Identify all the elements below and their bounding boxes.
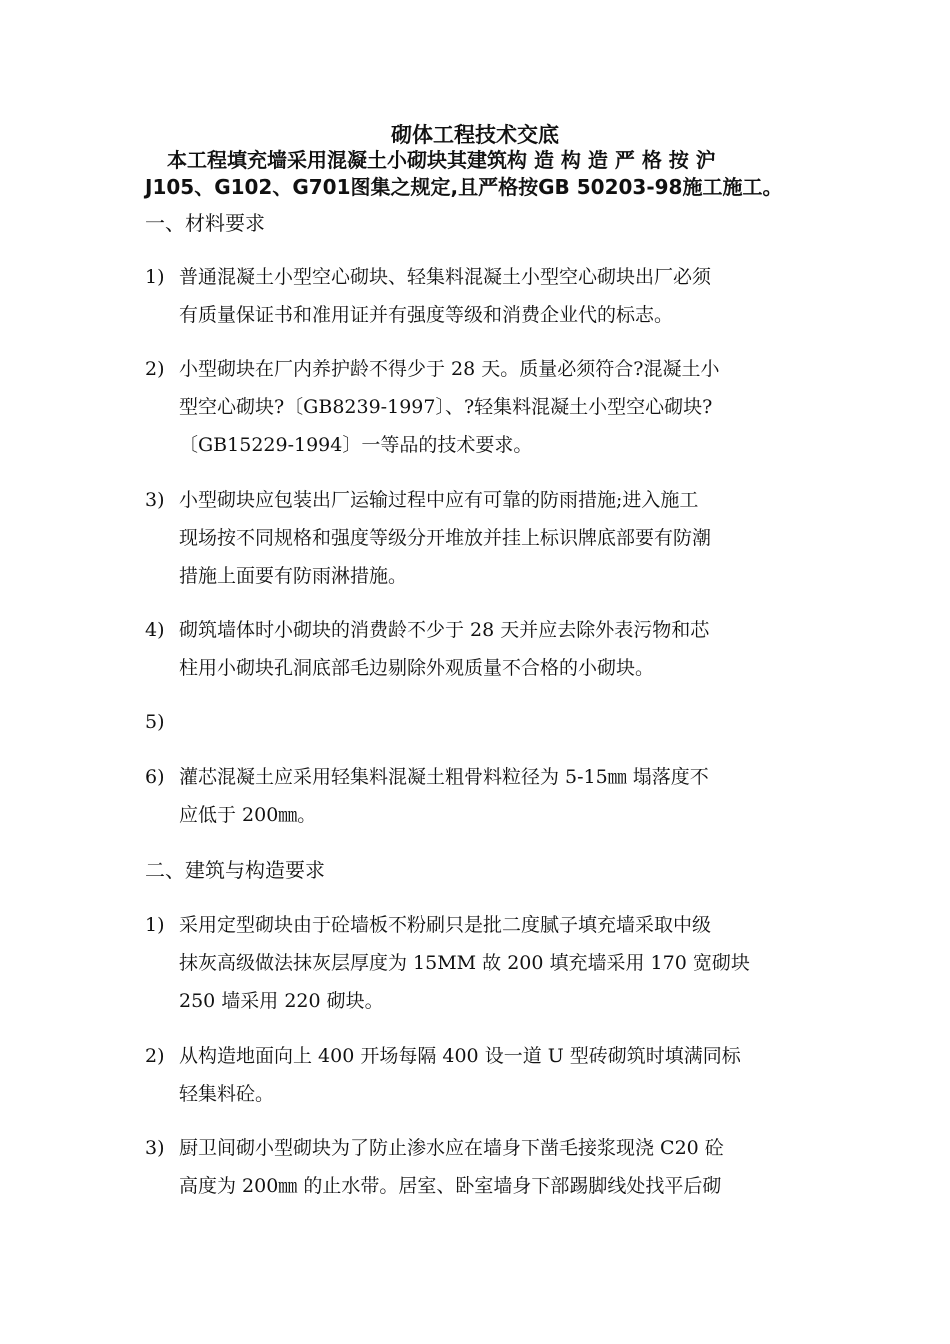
item-text-line: 现场按不同规格和强度等级分开堆放并挂上标识牌底部要有防潮: [179, 527, 712, 549]
item-number: 6): [145, 766, 165, 788]
item-text-line: 砌筑墙体时小砌块的消费龄不少于 28 天并应去除外表污物和芯: [179, 619, 710, 641]
item-number: 4): [145, 619, 165, 641]
item-text-line: 应低于 200㎜。: [179, 804, 317, 826]
section-heading-construction: 二、建筑与构造要求: [145, 858, 325, 882]
item-number: 1): [145, 914, 165, 936]
item-text-line: 措施上面要有防雨淋措施。: [179, 565, 408, 587]
item-text-line: 从构造地面向上 400 开场每隔 400 设一道 U 型砖砌筑时填满同标: [179, 1045, 741, 1067]
item-text-line: 有质量保证书和准用证并有强度等级和消费企业代的标志。: [179, 304, 674, 326]
item-number: 2): [145, 1045, 165, 1067]
item-text-line: 小型砌块应包装出厂运输过程中应有可靠的防雨措施;进入施工: [179, 489, 699, 511]
item-text-line: 高度为 200㎜ 的止水带。居室、卧室墙身下部踢脚线处找平后砌: [179, 1175, 722, 1197]
item-text-line: 小型砌块在厂内养护龄不得少于 28 天。质量必须符合?混凝土小: [179, 358, 720, 380]
item-text-line: 〔GB15229-1994〕一等品的技术要求。: [179, 434, 533, 456]
intro-paragraph: [145, 147, 810, 201]
item-text-line: 抹灰高级做法抹灰层厚度为 15MM 故 200 填充墙采用 170 宽砌块: [179, 952, 750, 974]
item-text-line: 厨卫间砌小型砌块为了防止渗水应在墙身下凿毛接浆现浇 C20 砼: [179, 1137, 724, 1159]
item-text-line: 柱用小砌块孔洞底部毛边剔除外观质量不合格的小砌块。: [179, 657, 655, 679]
intro-line: 本工程填充墙采用混凝土小砌块其建筑构 造 构 造 严 格 按 沪: [167, 148, 716, 172]
item-text-line: 采用定型砌块由于砼墙板不粉刷只是批二度腻子填充墙采取中级: [179, 914, 712, 936]
item-text-line: 型空心砌块?〔GB8239-1997〕、?轻集料混凝土小型空心砌块?: [179, 396, 713, 418]
item-number: 3): [145, 1137, 165, 1159]
item-number: 5): [145, 711, 165, 733]
item-number: 2): [145, 358, 165, 380]
intro-line: J105、G102、G701图集之规定,且严格按GB 50203-98施工施工。: [145, 175, 783, 199]
item-text-line: 250 墙采用 220 砌块。: [179, 990, 384, 1012]
section-heading-materials: 一、材料要求: [145, 211, 265, 235]
item-number: 3): [145, 489, 165, 511]
item-text-line: 轻集料砼。: [179, 1083, 275, 1105]
document-title: 砌体工程技术交底: [391, 123, 559, 147]
item-text-line: 普通混凝土小型空心砌块、轻集料混凝土小型空心砌块出厂必须: [179, 266, 712, 288]
item-text-line: 灌芯混凝土应采用轻集料混凝土粗骨料粒径为 5-15㎜ 塌落度不: [179, 766, 709, 788]
item-number: 1): [145, 266, 165, 288]
